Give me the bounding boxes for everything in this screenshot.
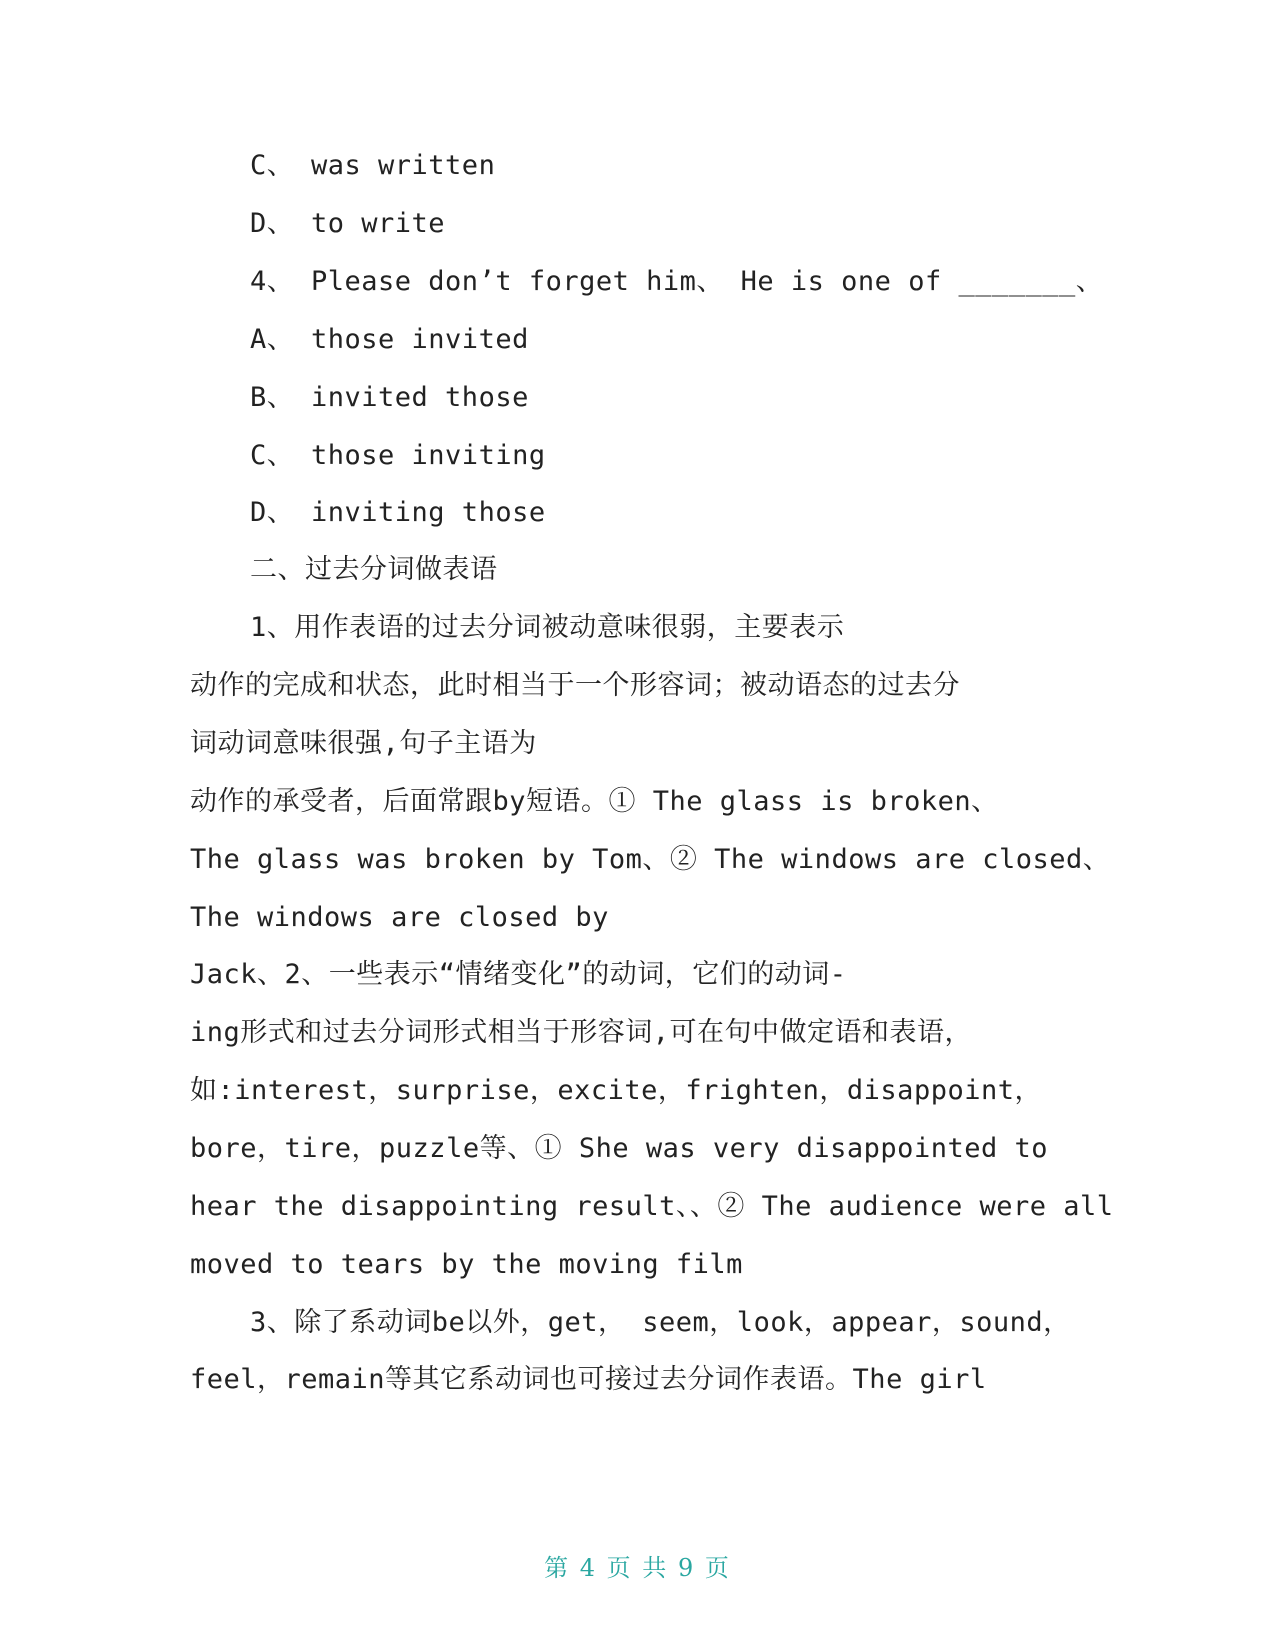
paragraph-line: ing形式和过去分词形式相当于形容词,可在句中做定语和表语， — [190, 1017, 973, 1048]
question-4: 4、 Please don’t forget him、 He is one of _______、 — [250, 266, 1104, 297]
paragraph-line: 1、用作表语的过去分词被动意味很弱，主要表示 — [250, 612, 845, 643]
option-b-invited-those: B、 invited those — [250, 382, 529, 413]
paragraph-line: 动作的承受者，后面常跟by短语。① The glass is broken、 — [190, 786, 999, 817]
paragraph-line: bore，tire，puzzle等、① She was very disappointed to — [190, 1133, 1048, 1164]
page-number-footer: 第 4 页 共 9 页 — [544, 1554, 731, 1582]
paragraph-line: Jack、2、一些表示“情绪变化”的动词，它们的动词- — [190, 959, 847, 990]
paragraph-line: 词动词意味很强,句子主语为 — [190, 728, 537, 759]
paragraph-line: 3、除了系动词be以外，get， seem，look，appear，sound， — [250, 1307, 1071, 1338]
paragraph-line: feel，remain等其它系动词也可接过去分词作表语。The girl — [190, 1364, 987, 1395]
paragraph-line: 如:interest，surprise，excite，frighten，disappoint， — [190, 1075, 1042, 1106]
option-c-those-inviting: C、 those inviting — [250, 440, 546, 471]
option-d-inviting-those: D、 inviting those — [250, 497, 546, 528]
paragraph-line: The windows are closed by — [190, 902, 609, 933]
section-heading: 二、过去分词做表语 — [250, 554, 498, 585]
paragraph-line: moved to tears by the moving film — [190, 1249, 743, 1280]
paragraph-line: The glass was broken by Tom、② The windows are closed、 — [190, 844, 1111, 875]
option-d-write: D、 to write — [250, 208, 446, 239]
paragraph-line: hear the disappointing result、、② The audience were all — [190, 1191, 1114, 1222]
option-c-written: C、 was written — [250, 150, 496, 181]
option-a-those-invited: A、 those invited — [250, 324, 529, 355]
paragraph-line: 动作的完成和状态，此时相当于一个形容词；被动语态的过去分 — [190, 670, 960, 701]
